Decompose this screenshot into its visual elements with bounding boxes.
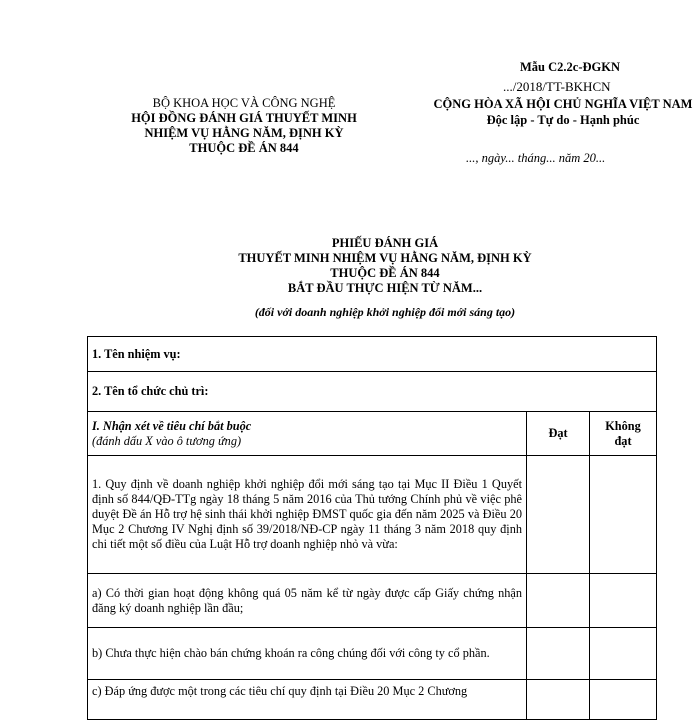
issuing-authority: [118, 96, 370, 156]
criteria-note: (đánh dấu X vào ô tương ứng): [92, 433, 242, 448]
document-title: [150, 236, 620, 296]
evaluation-table: [87, 336, 657, 720]
table-row: [88, 456, 657, 574]
form-code: Mẫu C2.2c-ĐGKN: [520, 60, 620, 74]
table-row: [88, 372, 657, 412]
title-line-3: THUỘC ĐỀ ÁN 844: [330, 266, 440, 280]
fail-checkbox-cell[interactable]: [590, 574, 657, 628]
criterion-text: 1. Quy định về doanh nghiệp khởi nghiệp đổi mới sáng tạo tại Mục II Điều 1 Quyết định số 844/QĐ-TTg ngày 18 tháng 5 năm 2016 của Thủ tướng Chính phủ về việc phê duyệt Đề án Hỗ trợ hệ sinh thái khởi nghiệp ĐMST quốc gia đến năm 2025 và Điều 20 Mục 2 Chương IV Nghị định số 39/2018/NĐ-CP ngày 11 tháng 3 năm 2018 quy định chi tiết một số điều của Luật Hỗ trợ doanh nghiệp nhỏ và vừa:: [88, 456, 527, 574]
date-line: ..., ngày... tháng... năm 20...: [466, 151, 606, 165]
col-fail-line1: Không: [605, 418, 641, 433]
host-org-field[interactable]: 2. Tên tổ chức chủ trì:: [88, 372, 657, 412]
title-line-2: THUYẾT MINH NHIỆM VỤ HẰNG NĂM, ĐỊNH KỲ: [238, 251, 532, 265]
table-row: [88, 628, 657, 680]
ministry-name: BỘ KHOA HỌC VÀ CÔNG NGHỆ: [152, 96, 336, 110]
pass-checkbox-cell[interactable]: [527, 456, 590, 574]
fail-checkbox-cell[interactable]: [590, 628, 657, 680]
col-fail-line2: đạt: [614, 433, 632, 448]
title-line-1: PHIẾU ĐÁNH GIÁ: [331, 236, 439, 250]
council-name-line2: NHIỆM VỤ HẰNG NĂM, ĐỊNH KỲ: [144, 126, 344, 140]
table-row: [88, 337, 657, 372]
criterion-text: b) Chưa thực hiện chào bán chứng khoán ra công chúng đối với công ty cổ phần.: [88, 628, 527, 680]
pass-checkbox-cell[interactable]: [527, 628, 590, 680]
document-subtitle: (đối với doanh nghiệp khởi nghiệp đổi mới sáng tạo): [254, 305, 516, 319]
criterion-text: a) Có thời gian hoạt động không quá 05 năm kể từ ngày được cấp Giấy chứng nhận đăng ký doanh nghiệp lần đầu;: [88, 574, 527, 628]
national-motto: [408, 96, 700, 128]
title-line-4: BẮT ĐẦU THỰC HIỆN TỪ NĂM...: [287, 281, 483, 295]
table-row: [88, 412, 657, 456]
country-name: CỘNG HÒA XÃ HỘI CHỦ NGHĨA VIỆT NAM: [433, 97, 693, 111]
fail-checkbox-cell[interactable]: [590, 456, 657, 574]
col-fail-header: [590, 412, 657, 456]
document-number: .../2018/TT-BKHCN: [503, 79, 611, 94]
council-name-line3: THUỘC ĐỀ ÁN 844: [189, 141, 299, 155]
col-pass-header: Đạt: [527, 412, 590, 456]
task-name-field[interactable]: 1. Tên nhiệm vụ:: [88, 337, 657, 372]
criteria-heading-cell: [88, 412, 527, 456]
criterion-text: c) Đáp ứng được một trong các tiêu chí quy định tại Điều 20 Mục 2 Chương: [88, 680, 527, 720]
criteria-heading: I. Nhận xét về tiêu chí bắt buộc: [92, 418, 252, 433]
council-name-line1: HỘI ĐỒNG ĐÁNH GIÁ THUYẾT MINH: [131, 111, 357, 125]
pass-checkbox-cell[interactable]: [527, 574, 590, 628]
table-row: [88, 574, 657, 628]
motto: Độc lập - Tự do - Hạnh phúc: [486, 113, 640, 127]
